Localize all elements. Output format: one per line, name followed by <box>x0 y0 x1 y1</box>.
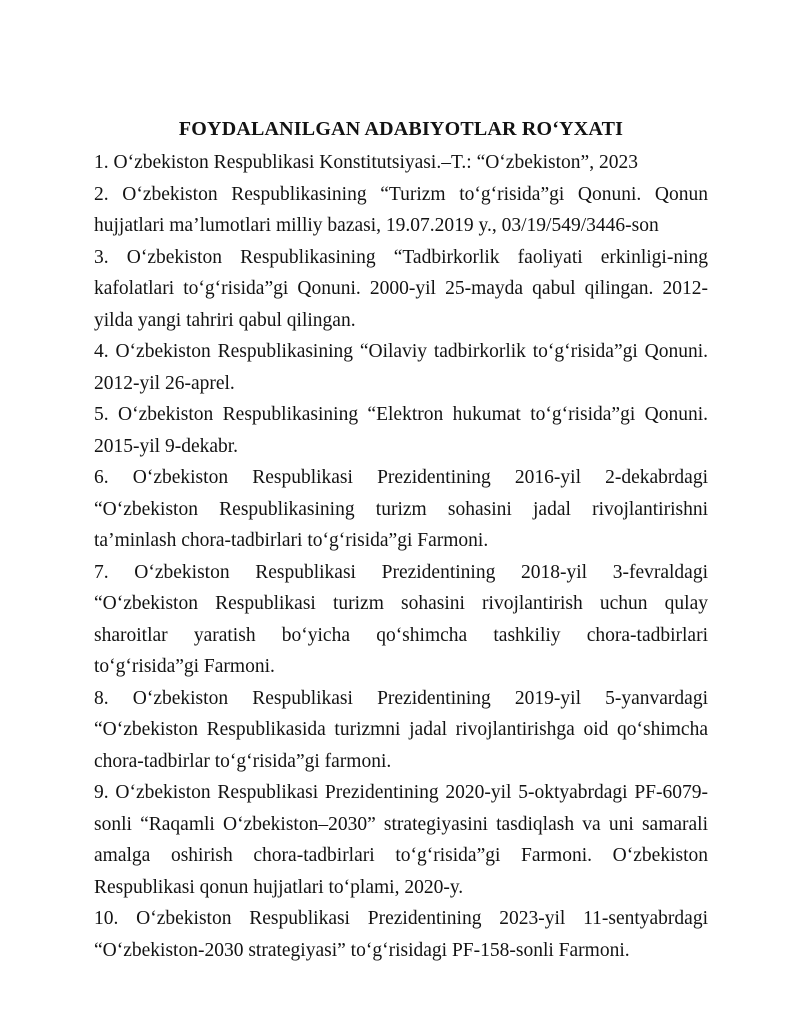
reference-item-9: 9. O‘zbekiston Respublikasi Prezidentining 2020-yil 5-oktyabrdagi PF-6079-sonli “Raqamli O‘zbekiston–2030” strategiyasini tasdiqlash va uni samarali amalga oshirish chora-tadbirlari to‘g‘risida”gi Farmoni. O‘zbekiston Respublikasi qonun hujjatlari to‘plami, 2020-y. <box>94 782 708 898</box>
reference-item-1: 1. O‘zbekiston Respublikasi Konstitutsiyasi.–T.: “O‘zbekiston”, 2023 <box>94 152 638 173</box>
reference-item-7: 7. O‘zbekiston Respublikasi Prezidentining 2018-yil 3-fevraldagi “O‘zbekiston Respublikasi turizm sohasini rivojlantirish uchun qulay sharoitlar yaratish bo‘yicha qo‘shimcha tashkiliy chora-tadbirlari to‘g‘risida”gi Farmoni. <box>94 561 708 677</box>
references-section <box>94 116 708 966</box>
reference-item-5: 5. O‘zbekiston Respublikasining “Elektron hukumat to‘g‘risida”gi Qonuni. 2015-yil 9-dekabr. <box>94 404 708 457</box>
section-title: FOYDALANILGAN ADABIYOTLAR RO‘YXATI <box>178 118 624 140</box>
reference-item-6: 6. O‘zbekiston Respublikasi Prezidentining 2016-yil 2-dekabrdagi “O‘zbekiston Respublikasining turizm sohasini jadal rivojlantirishni ta’minlash chora-tadbirlari to‘g‘risida”gi Farmoni. <box>94 467 708 551</box>
reference-item-8: 8. O‘zbekiston Respublikasi Prezidentining 2019-yil 5-yanvardagi “O‘zbekiston Respublikasida turizmni jadal rivojlantirishga oid qo‘shimcha chora-tadbirlar to‘g‘risida”gi farmoni. <box>94 687 708 772</box>
reference-item-3: 3. O‘zbekiston Respublikasining “Tadbirkorlik faoliyati erkinligi-ning kafolatlari to‘g‘risida”gi Qonuni. 2000-yil 25-mayda qabul qilingan. 2012-yilda yangi tahriri qabul qilingan. <box>94 246 708 331</box>
reference-item-4: 4. O‘zbekiston Respublikasining “Oilaviy tadbirkorlik to‘g‘risida”gi Qonuni. 2012-yil 26-aprel. <box>94 341 708 394</box>
reference-item-2: 2. O‘zbekiston Respublikasining “Turizm to‘g‘risida”gi Qonuni. Qonun hujjatlari ma’lumotlari milliy bazasi, 19.07.2019 y., 03/19/549/3446-son <box>94 183 708 236</box>
reference-item-10: 10. O‘zbekiston Respublikasi Prezidentining 2023-yil 11-sentyabrdagi “O‘zbekiston-2030 strategiyasi” to‘g‘risidagi PF-158-sonli Farmoni. <box>94 908 708 961</box>
